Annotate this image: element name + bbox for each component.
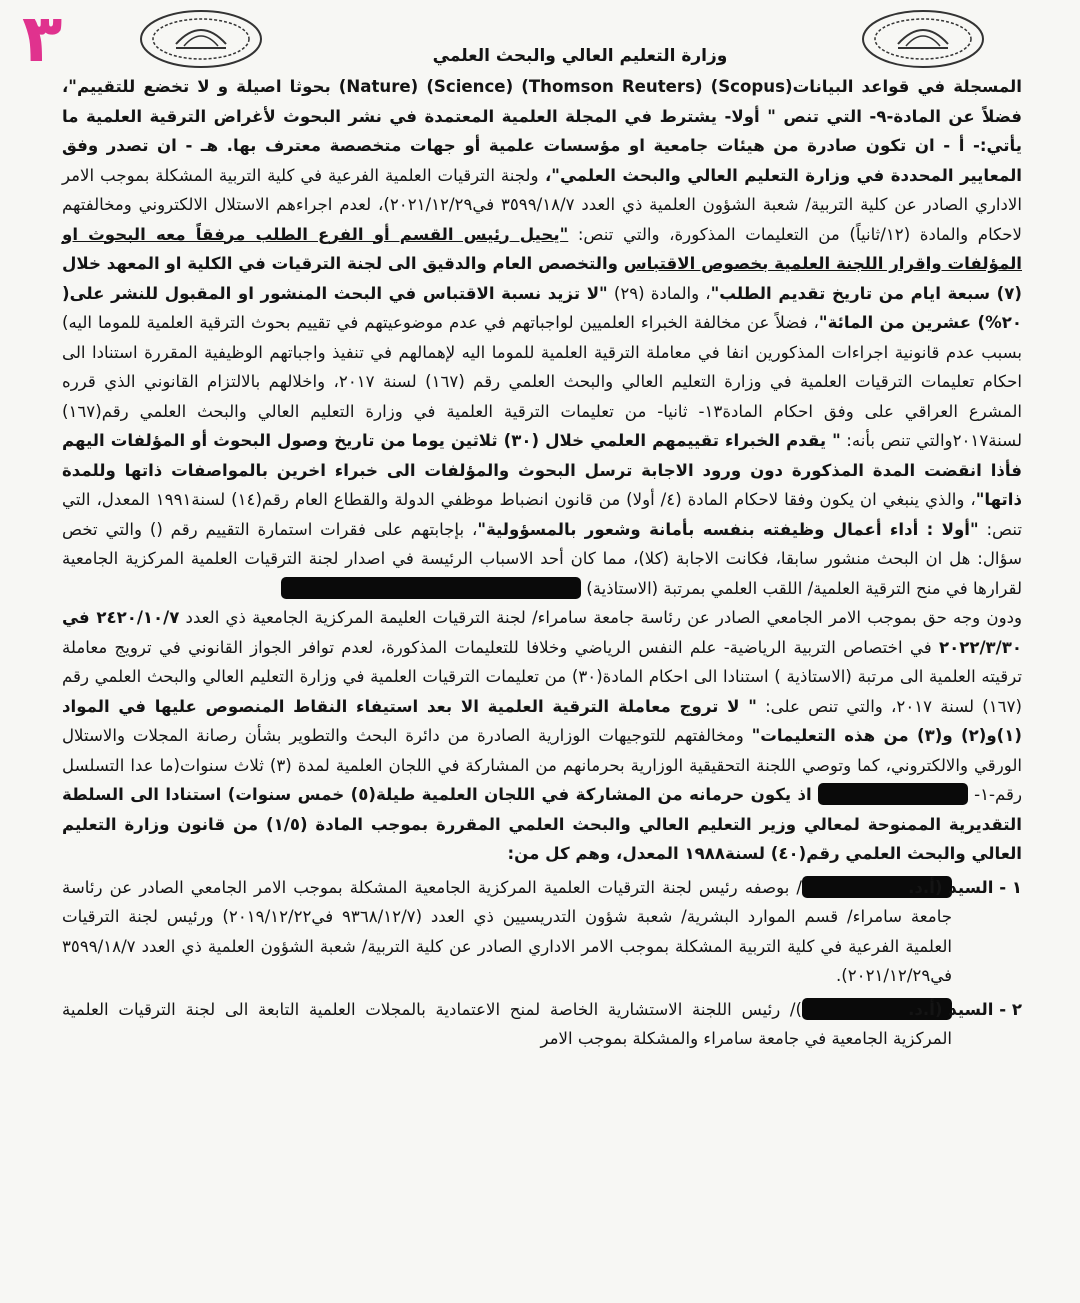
text-segment: ، بإجابتهم على فقرات استمارة التقييم رقم () والتي تخص سؤال: هل ان البحث منشور سابقا، فكانت الاجابة (كلا)، مما كان أحد الاسباب الرئيسة في اصدار لجنة الترقيات العلمية المركزية الجامعية لقرارها في منح الترقية العلمية/ اللقب العلمي بمرتبة (الاستاذية): [62, 519, 1022, 598]
page-number: ٣: [22, 0, 63, 77]
list-item: [62, 873, 1022, 991]
list-number: ٢ - السيد (أ.د.: [908, 999, 1022, 1019]
text-segment: "يحيل رئيس القسم أو الفرع الطلب مرفقاً معه البحوث او المؤلفات واقرار اللجنة العلمية بخصوص الاقتباس: [62, 224, 1023, 273]
text-segment: ومخالفتهم للتوجيهات الوزارية الصادرة من دائرة البحث والتطوير بشأن رصانة المجلات والاستلال الورقي والالكتروني، كما وتوصي اللجنة التحقيقية الوزارية بحرمانهم من المشاركة في اللجان العلمية لمدة (٣) ثلاث سنوات(ما عدا التسلسل رقم-١-: [62, 726, 1022, 804]
text-segment: المسجلة في قواعد البيانات(Scopus) (Thomson Reuters) (Science) (Nature) بحوثا اصيلة و لا تخضع للتقييم"، فضلاً عن المادة-٩- التي تنص " أولا- يشترط في المجلة العلمية المعتمدة في نشر البحوث لأغراض الترقية العلمية ما يأتي:- أ - ان تكون صادرة من هيئات جامعية او مؤسسات علمية أو جهات متخصصة معترف بها. هـ - ان تصدر وفق المعايير المحددة في وزارة التعليم العالي والبحث العلمي"،: [62, 77, 1022, 185]
list-text: )/ رئيس اللجنة الاستشارية الخاصة لمنح الاعتمادية بالمجلات العلمية التابعة الى لجنة الترقيات العلمية المركزية الجامعية في جامعة سامراء والمشكلة بموجب الامر: [62, 999, 952, 1048]
text-segment: اذ يكون حرمانه من المشاركة في اللجان العلمية طيلة(٥) خمس سنوات) استنادا الى السلطة التقديرية الممنوحة لمعالي وزير التعليم العالي والبحث العلمي المقررة بموجب المادة (١/٥) من قانون وزارة التعليم العالي والبحث العلمي رقم(٤٠) لسنة١٩٨٨ المعدل، وهم كل من:: [62, 785, 1022, 863]
list-item: [62, 995, 1022, 1054]
ministry-title: وزارة التعليم العالي والبحث العلمي: [432, 46, 728, 66]
text-segment: ، فضلاً عن مخالفة الخبراء العلميين لواجباتهم في عدم موضوعيتهم في تقييم بحوث الترقية العلمية للموما اليه) بسبب عدم قانونية اجراءات المذكورين انفا في معاملة الترقية العلمية للموما اليه لإهمالهم في تنفيذ واجباتهم الوظيفية المقررة استنادا الى احكام تعليمات الترقيات العلمية في وزارة التعليم العالي والبحث العلمي رقم (١٦٧) لسنة ٢٠١٧، واخلالهم بالالتزام القانوني الذي قرره المشرع العراقي على وفق احكام المادة١٣- ثانيا- من تعليمات الترقية العلمية في وزارة التعليم العالي والبحث العلمي رقم(١٦٧) لسنة٢٠١٧والتي تنص بأنه:: [62, 313, 1023, 450]
text-segment: "لا تزيد نسبة الاقتباس في البحث المنشور او المقبول للنشر على( ٢٠%) عشرين من المائة": [62, 283, 1022, 332]
text-segment: ٢٤٢٠/١٠/٧ في ٢٠٢٢/٣/٣٠: [62, 608, 1022, 657]
text-segment: ودون وجه حق بموجب الامر الجامعي الصادر عن رئاسة جامعة سامراء/ لجنة الترقيات العليمة المركزية الجامعية ذي العدد: [179, 608, 1022, 627]
ministry-seal-icon: [858, 6, 988, 72]
text-segment: " يقدم الخبراء تقييمهم العلمي خلال (٣٠) ثلاثين يوما من تاريخ وصول البحوث أو المؤلفات اليهم فأذا انقضت المدة المذكورة دون ورود الاجابة ترسل البحوث والمؤلفات الى خبراء اخرين بالمواصفات ذاتها وللمدة ذاتها": [62, 431, 1022, 509]
text-segment: " لا تروج معاملة الترقية العلمية الا بعد استيفاء النقاط المنصوص عليها في المواد (١)و(٢) و(٣) من هذه التعليمات": [62, 696, 1022, 745]
list-number: ١ - السيد (أ.د.: [908, 877, 1022, 897]
text-segment: ، والمادة (٢٩): [607, 283, 711, 303]
text-segment: ، والذي ينبغي ان يكون وفقا لاحكام المادة (٤/ أولا) من قانون انضباط موظفي الدولة والقطاع العام رقم(١٤) لسنة١٩٩١ المعدل، التي تنص:: [62, 490, 1022, 539]
redaction-bar: [281, 577, 581, 599]
text-segment: ولجنة الترقيات العلمية الفرعية في كلية التربية المشكلة بموجب الامر الاداري الصادر عن كلية التربية/ شعبة الشؤون العلمية ذي العدد ٣٥٩٩/١٨/٧ في٢٠٢١/١٢/٢٩)، لعدم اجراءهم الاستلال الالكتروني ومخالفتهم لاحكام والمادة (١٢/ثانياً) من التعليمات المذكورة، والتي تنص:: [62, 165, 1023, 244]
document-body: [62, 72, 1022, 1054]
paragraph: [62, 603, 1022, 869]
redaction-bar: [818, 783, 968, 805]
text-segment: "أولا : أداء أعمال وظيفته بنفسه بأمانة وشعور بالمسؤولية": [477, 519, 979, 539]
paragraph: [62, 72, 1022, 603]
list-text: / بوصفه رئيس لجنة الترقيات العلمية المركزية الجامعية المشكلة بموجب الامر الجامعي الصادر عن رئاسة جامعة سامراء/ قسم الموارد البشرية/ شعبة شؤون التدريسيين ذي العدد (٩٣٦٨/١٢/٧ في٢٠١٩/١٢/٢٢) ورئيس لجنة الترقيات العلمية الفرعية في كلية التربية المشكلة بموجب الامر الاداري الصادر عن كلية التربية/ شعبة الشؤون العلمية ذي العدد ٣٥٩٩/١٨/٧ في٢٠٢١/١٢/٢٩).: [62, 877, 953, 985]
ministry-seal-icon: [136, 6, 266, 72]
text-segment: والتخصص العام والدقيق الى لجنة الترقيات في الكلية او المعهد خلال (٧) سبعة ايام من تاريخ تقديم الطلب": [62, 254, 1022, 303]
text-segment: في اختصاص التربية الرياضية- علم النفس الرياضي وخلافا للتعليمات المذكورة، لعدم توافر الجواز القانوني في ترويج معاملة ترقيته العلمية الى مرتبة (الاستاذية ) استنادا الى احكام المادة(٣٠) من تعليمات الترقيات العلمية في وزارة التعليم العالي والبحث العلمي رقم (١٦٧) لسنة ٢٠١٧، والتي تنص على:: [62, 637, 1022, 716]
